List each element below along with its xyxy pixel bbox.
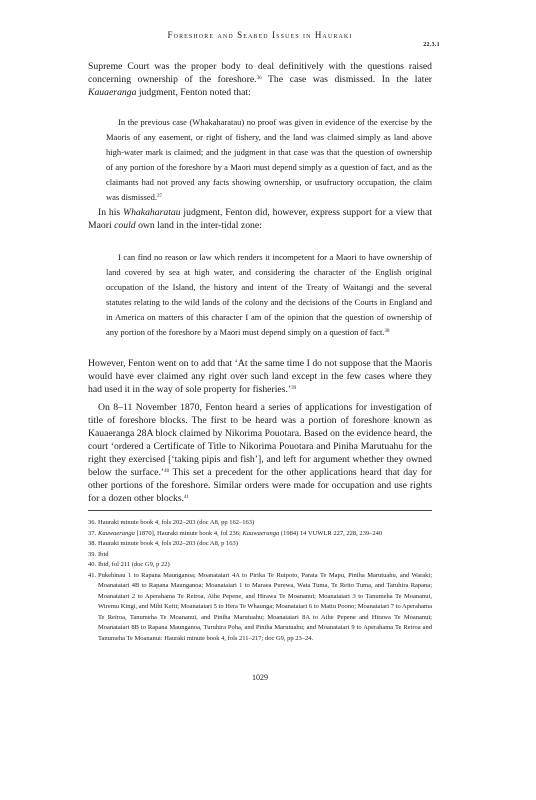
case-name-italic: Whakaharatau [123, 207, 181, 218]
footnote-ref-39[interactable]: 39 [291, 386, 297, 391]
page-number: 1029 [252, 673, 268, 682]
paragraph-3: However, Fenton went on to add that ‘At the same time I do not suppose that the Maoris would have ever claimed any right over such land except in the few cases where they had used it in the way of sole property for fisheries.’$^{39}$ [88, 358, 432, 395]
paragraph-4: On 8–11 November 1870, Fenton heard a series of applications for investigation of title of foreshore blocks. The first to be heard was a portion of foreshore known as Kauaeranga 28A block claimed by Nikorima Pouotara. Based on the evidence heard, the court ‘ordered a Certificate of Title to Nikorima Pouotara and Piniha Marutuahu for the right they exercised [‘taking pipis and fish’], and left for argument whether they owned below the surface.’$^{40}$ This set a precedent for the other applications heard that day for other portions of the foreshore. Similar orders were made for occupation and use rights for a dozen other blocks.$^{41}$ [88, 402, 432, 504]
footnote-41: 41. Pukehinau 1 to Rapana Maunganoa; Moanataiari 4A to Pirika Te Ruipoto, Parata Te Mapu, Piniha Marutuahu, and Waraki; Moanataiari 4B to Rapana Maunganoa; Moanataiari 1 to Maraea Purewa, Wata Tuma, Te Reito Tuma, and Taruhira Rapana; Moanataiari 2 to Aperahama Te Reiroa, Aihe Pepene, and Hirawa Te Moananui; Moanataiari 3 to Tanumeha Te Moananui, Wiremu Kingi, and Mihi Keiti; Moanataiari 5 to Hera Te Whaunga; Moanataiari 6 to Matiu Poono; Moanataiari 7 to Aperahama Te Reiroa, Tanumeha Te Moananui, and Piniha Marutuahu; Moanataiari 8A to Aihe Pepene and Hirawa Te Moananui; Moanataiari 8B to Rapana Maunganoa, Turuhira Poha, and Piniha Marutuahu; and Moanataiari 9 to Aperahama Te Reiroa and Tanumeha Te Moananui: Hauraki minute book 4, fols 211–217; doc G9, pp 23–24. [88, 571, 432, 642]
paragraph-2: In his Whakaharatau judgment, Fenton did, however, express support for a view that Maori could own land in the inter-tidal zone: [88, 207, 432, 231]
paragraph-1: Supreme Court was the proper body to deal definitively with the questions raised concerning ownership of the foreshore.$^{36}$ The case was dismissed. In the later Kauaeranga judgment, Fenton noted that: [88, 61, 432, 98]
footnote-ref-37[interactable]: 37 [157, 194, 162, 199]
block-quote-2: I can find no reason or law which renders it incompetent for a Maori to have ownership of land covered by sea at high water, and considering the character of the English original occupation of the Island, the history and intent of the Treaty of Waitangi and the several statutes relating to the wild lands of the colony and the decisions of the Courts in England and in America on matters of this character I am of the opinion that the question of ownership of any portion of the foreshore by a Maori must depend simply on a question of fact.$^{38}$ [106, 252, 432, 337]
footnote-ref-40[interactable]: 40 [164, 469, 170, 474]
running-head: Foreshore and Seabed Issues in Hauraki [167, 30, 353, 40]
block-quote-1: In the previous case (Whakaharatau) no proof was given in evidence of the exercise by the Maoris of any easement, or right of fishery, and the land was claimed simply as land above high-water mark is claimed; and the judgment in that case was that the question of ownership of any portion of the foreshore by a Maori must depend simply as a question of fact, and as the claimants had not proved any facts showing ownership, or usufructory occupation, the claim was dismissed.$^{37}$ [106, 117, 432, 202]
footnote-divider [88, 510, 432, 511]
paragraph-1-text: Supreme Court was the proper body to deal definitively with the questions raised concerning ownership of the foreshore. [88, 61, 432, 85]
footnote-36: 36. Hauraki minute book 4, fols 202–203 (doc A8, pp 162–163) [88, 519, 255, 526]
section-number: 22.3.1 [423, 42, 440, 48]
footnote-ref-41[interactable]: 41 [184, 495, 190, 500]
footnote-38: 38. Hauraki minute book 4, fols 202–203 (doc A8, p 163) [88, 540, 238, 547]
emphasis-italic: could [114, 220, 136, 231]
footnote-37: 37. Kauwaeranga [1870], Hauraki minute book 4, fol 236; Kauwaeranga (1984) 14 VUWLR 227, 228, 239–240 [88, 529, 383, 537]
footnote-ref-38[interactable]: 38 [384, 329, 390, 334]
footnotes-list [88, 518, 432, 644]
footnote-39: 39. Ibid [88, 550, 109, 558]
footnote-40: 40. Ibid, fol 211 (doc G9, p 22) [88, 561, 170, 568]
footnote-ref-36[interactable]: 36 [256, 76, 262, 81]
case-name-italic: Kauaeranga [88, 87, 137, 98]
